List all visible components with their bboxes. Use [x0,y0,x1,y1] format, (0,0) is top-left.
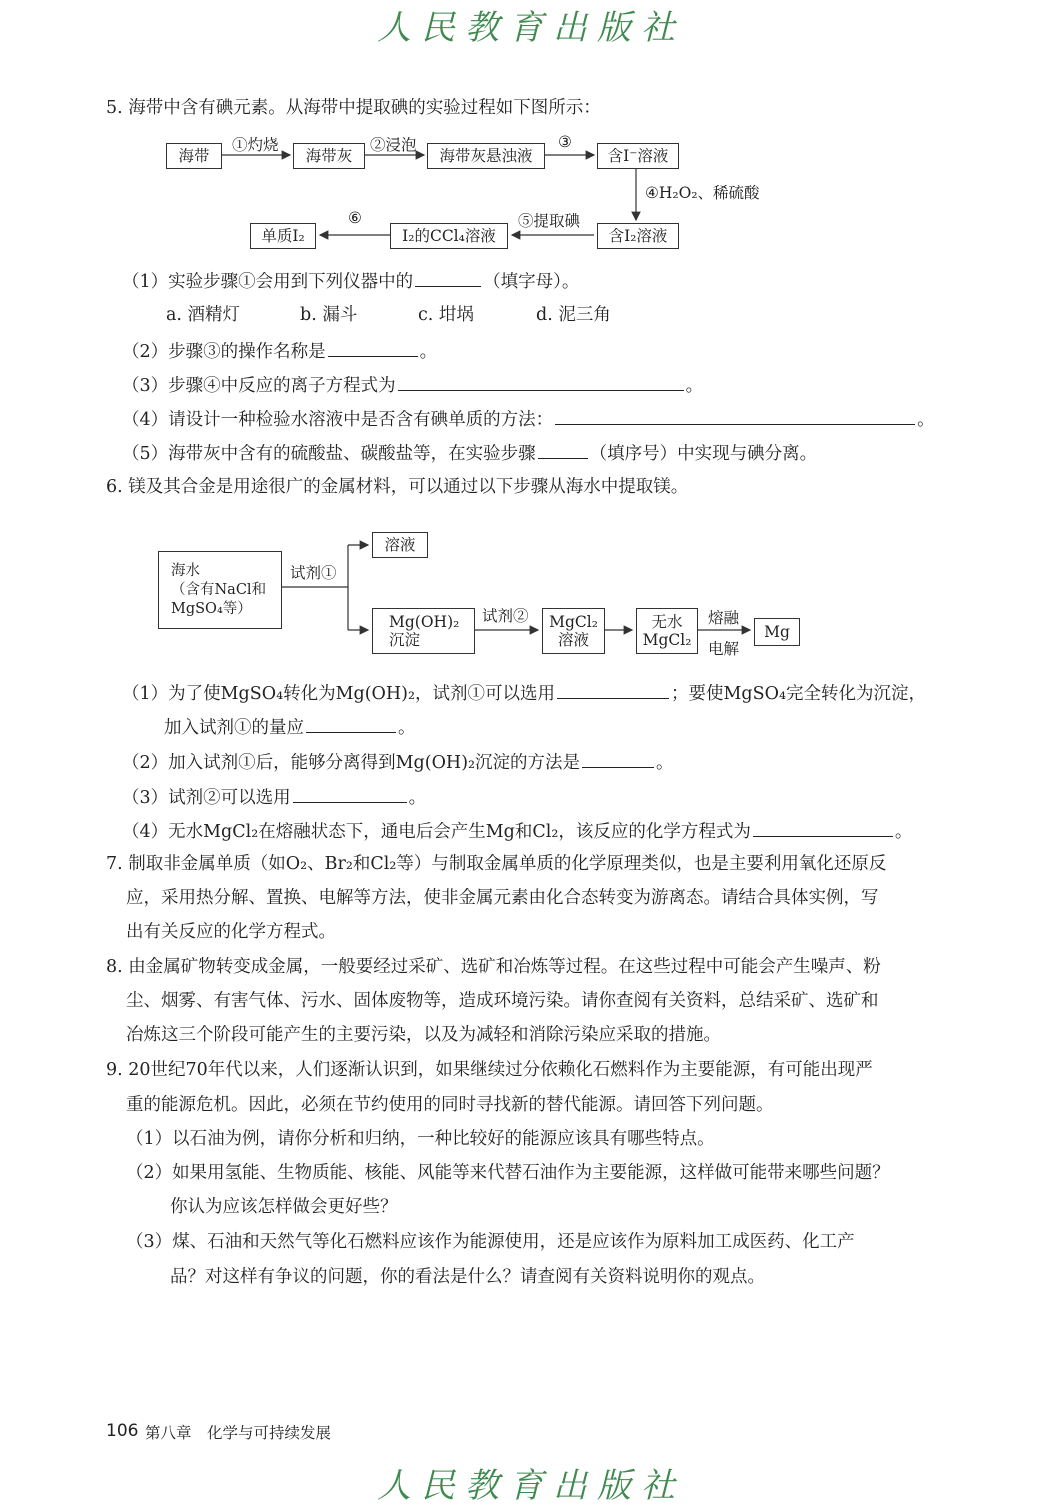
q8-line-2: 尘、烟雾、有害气体、污水、固体废物等，造成环境污染。请你查阅有关资料，总结采矿、选矿和 [126,991,879,1011]
q6-stem: 6. 镁及其合金是用途很广的金属材料，可以通过以下步骤从海水中提取镁。 [106,477,689,497]
box-seawater [158,551,282,629]
q6-part3-tail: 。 [408,788,427,808]
q5-part3-tail: 。 [685,376,704,396]
mgcl2-solution-label: 溶液 [557,631,589,649]
q6-part4-text: （4）无水MgCl₂在熔融状态下，通电后会产生Mg和Cl₂，该反应的化学方程式为 [122,822,751,842]
q8-line-3: 冶炼这三个阶段可能产生的主要污染，以及为减轻和消除污染应采取的措施。 [126,1025,721,1045]
q9-part3-line-2: 品？对这样有争议的问题，你的看法是什么？请查阅有关资料说明你的观点。 [170,1267,765,1287]
arrow-label-reagent1: 试剂① [290,564,337,582]
answer-blank[interactable] [538,440,588,459]
box-mgoh2-precipitate [372,608,475,654]
q5-part5-tail: （填序号）中实现与碘分离。 [589,444,818,464]
q5-option-a: a. 酒精灯 [166,305,241,325]
answer-blank[interactable] [753,818,893,837]
publisher-logo-bottom: 人民教育出版社 [377,1466,685,1506]
box-iodine-solution: 含I₂溶液 [597,223,679,249]
q5-part4-tail: 。 [917,410,935,430]
anhydrous-formula: MgCl₂ [642,631,692,649]
answer-blank[interactable] [555,406,915,425]
q5-stem: 5. 海带中含有碘元素。从海带中提取碘的实验过程如下图所示： [106,98,601,118]
q9-part1: （1）以石油为例，请你分析和归纳，一种比较好的能源应该具有哪些特点。 [126,1129,715,1149]
q5-part2-tail: 。 [419,342,438,362]
arrow-label-step6: ⑥ [348,209,362,227]
q6-part1 [122,680,926,706]
q5-part1-tail: （填字母）。 [483,272,580,292]
q5-part2-text: （2）步骤③的操作名称是 [122,342,326,362]
box-elemental-iodine: 单质I₂ [250,223,316,249]
q6-part1-tail: ；要使MgSO₄完全转化为沉淀， [671,684,926,704]
q9-part3-line-1: （3）煤、石油和天然气等化石燃料应该作为能源使用，还是应该作为原料加工成医药、化工产 [126,1232,855,1252]
q7-line-1: 7. 制取非金属单质（如O₂、Br₂和Cl₂等）与制取金属单质的化学原理类似，也是主要利用氧化还原反 [106,854,887,874]
q7-line-3: 出有关反应的化学方程式。 [126,922,336,942]
q5-part4-text: （4）请设计一种检验水溶液中是否含有碘单质的方法： [122,410,554,430]
box-seaweed-ash: 海带灰 [293,143,365,169]
arrow-label-reagent2: 试剂② [482,607,529,625]
q5-option-b: b. 漏斗 [300,305,358,325]
q9-part2-line-1: （2）如果用氢能、生物质能、核能、风能等来代替石油作为主要能源，这样做可能带来哪些问题？ [126,1163,890,1183]
q6-part4-tail: 。 [894,822,913,842]
box-anhydrous-mgcl2 [636,608,698,654]
anhydrous-label: 无水 [651,613,683,631]
q5-part5-text: （5）海带灰中含有的硫酸盐、碳酸盐等，在实验步骤 [122,444,536,464]
q5-part1-text: （1）实验步骤①会用到下列仪器中的 [122,272,414,292]
q5-part5 [122,440,817,466]
box-seaweed: 海带 [166,143,222,169]
arrow-label-melt: 熔融 [708,609,740,627]
precipitate-label: 沉淀 [389,631,421,649]
q5-part3-text: （3）步骤④中反应的离子方程式为 [122,376,396,396]
arrow-label-electrolysis: 电解 [708,640,740,658]
chapter-title: 第八章 化学与可持续发展 [145,1424,332,1442]
box-solution: 溶液 [372,532,428,558]
box-mgcl2-solution [542,608,605,654]
q9-part2-line-2: 你认为应该怎样做会更好些？ [170,1197,398,1217]
answer-blank[interactable] [306,714,396,733]
q5-option-c: c. 坩埚 [418,305,474,325]
q9-line-2: 重的能源危机。因此，必须在节约使用的同时寻找新的替代能源。请回答下列问题。 [126,1095,774,1115]
page-number: 106 [106,1421,139,1441]
seawater-note-1: （含有NaCl和 [171,581,267,598]
box-ash-suspension: 海带灰悬浊液 [427,143,545,169]
seawater-note-2: MgSO₄等） [171,600,252,617]
q6-part3-text: （3）试剂②可以选用 [122,788,291,808]
q6-part2 [122,749,674,775]
q6-part4 [122,818,912,844]
q7-line-2: 应，采用热分解、置换、电解等方法，使非金属元素由化合态转变为游离态。请结合具体实例，写 [126,888,879,908]
arrow-label-oxidize: ④H₂O₂、稀硫酸 [645,184,760,202]
answer-blank[interactable] [398,372,684,391]
q6-part2-text: （2）加入试剂①后，能够分离得到Mg(OH)₂沉淀的方法是 [122,753,581,773]
arrow-label-burn: ①灼烧 [232,136,279,154]
precipitate-formula: Mg(OH)₂ [389,613,460,631]
answer-blank[interactable] [557,680,669,699]
mgcl2-formula: MgCl₂ [549,613,598,631]
arrow-label-step3: ③ [558,133,572,151]
box-iodine-ccl4: I₂的CCl₄溶液 [390,223,508,249]
arrow-label-soak: ②浸泡 [370,136,417,154]
seawater-label: 海水 [171,562,200,579]
answer-blank[interactable] [582,749,654,768]
publisher-logo-top: 人民教育出版社 [377,8,685,48]
q5-part4 [122,406,935,432]
q6-part2-tail: 。 [656,753,674,773]
q5-part1 [122,268,579,294]
q6-part1-text: （1）为了使MgSO₄转化为Mg(OH)₂，试剂①可以选用 [122,684,556,704]
answer-blank[interactable] [293,784,407,803]
box-mg: Mg [754,618,800,646]
q5-part3 [122,372,703,398]
answer-blank[interactable] [415,268,481,287]
answer-blank[interactable] [328,338,418,357]
box-iodide-solution: 含I⁻溶液 [597,143,679,169]
q6-part1-cont-text: 加入试剂①的量应 [164,718,304,738]
q5-part2 [122,338,437,364]
q8-line-1: 8. 由金属矿物转变成金属，一般要经过采矿、选矿和冶炼等过程。在这些过程中可能会产生噪声、粉 [106,957,881,977]
q6-part1-cont-tail: 。 [398,718,416,738]
q6-part3 [122,784,426,810]
q5-option-d: d. 泥三角 [536,305,611,325]
arrow-label-extract: ⑤提取碘 [518,212,581,230]
q9-line-1: 9. 20世纪70年代以来，人们逐渐认识到，如果继续过分依赖化石燃料作为主要能源，有可能出现严 [106,1060,873,1080]
q6-part1-cont [164,714,416,740]
